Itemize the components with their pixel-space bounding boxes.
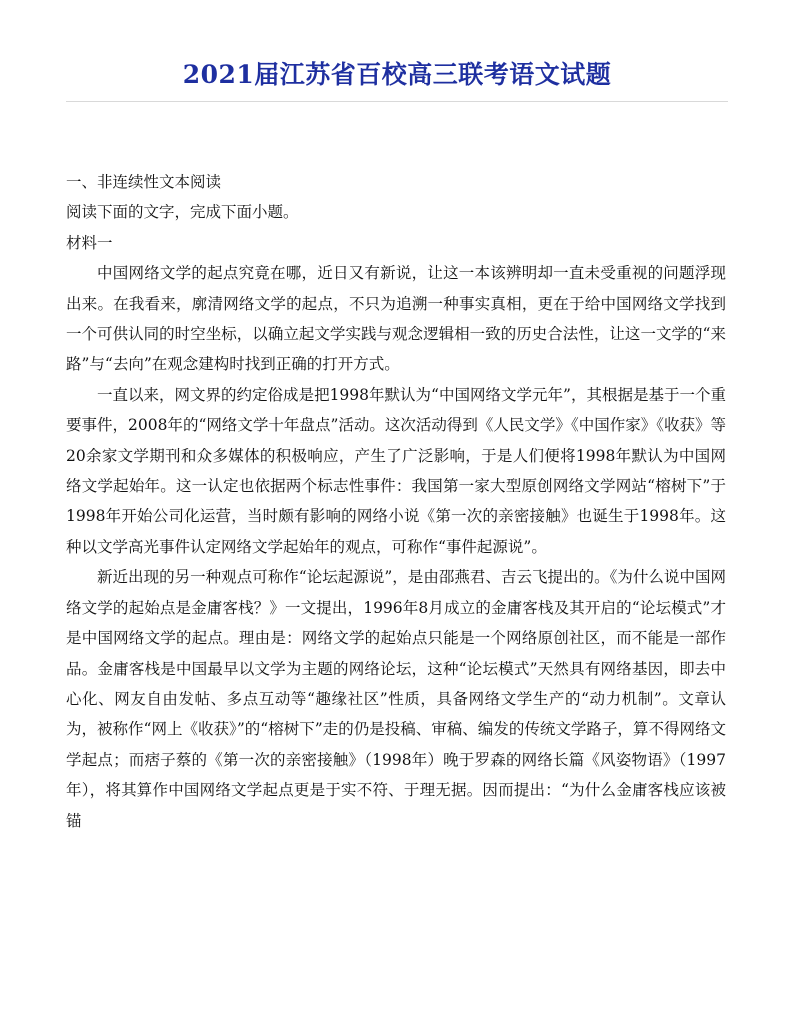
paragraph-3: 新近出现的另一种观点可称作“论坛起源说”，是由邵燕君、吉云飞提出的。《为什么说中国网络文学的起始点是金庸客栈？》一文提出，1996年8月成立的金庸客栈及其开启的“论坛模式”才是中国网络文学的起点。理由是：网络文学的起始点只能是一个网络原创社区，而不能是一部作品。金庸客栈是中国最早以文学为主题的网络论坛，这种“论坛模式”天然具有网络基因，即去中心化、网友自由发帖、多点互动等“趣缘社区”性质，具备网络文学生产的“动力机制”。文章认为，被称作“网上《收获》”的“榕树下”走的仍是投稿、审稿、编发的传统文学路子，算不得网络文学起点；而痞子蔡的《第一次的亲密接触》（1998年）晚于罗森的网络长篇《风姿物语》（1997年），将其算作中国网络文学起点更是于实不符、于理无据。因而提出：“为什么金庸客栈应该被锚	[66, 568, 726, 830]
section-heading: 一、非连续性文本阅读	[66, 173, 222, 191]
paragraph-2: 一直以来，网文界的约定俗成是把1998年默认为“中国网络文学元年”，其根据是基于一个重要事件，2008年的“网络文学十年盘点”活动。这次活动得到《人民文学》《中国作家》《收获》等20余家文学期刊和众多媒体的积极响应，产生了广泛影响，于是人们便将1998年默认为中国网络文学起始年。这一认定也依据两个标志性事件：我国第一家大型原创网络文学网站“榕树下”于1998年开始公司化运营，当时颇有影响的网络小说《第一次的亲密接触》也诞生于1998年。这种以文学高光事件认定网络文学起始年的观点，可称作“事件起源说”。	[66, 385, 726, 556]
material-label: 材料一	[66, 233, 113, 252]
paragraph-1: 中国网络文学的起点究竟在哪，近日又有新说，让这一本该辨明却一直未受重视的问题浮现出来。在我看来，廓清网络文学的起点，不只为追溯一种事实真相，更在于给中国网络文学找到一个可供认同的时空坐标，以确立起文学实践与观念逻辑相一致的历史合法性，让这一文学的“来路”与“去向”在观念建构时找到正确的打开方式。	[66, 264, 726, 374]
reading-instruction: 阅读下面的文字，完成下面小题。	[66, 203, 299, 222]
document-title: 2021届江苏省百校高三联考语文试题	[182, 60, 612, 89]
title-divider	[66, 101, 728, 102]
document-body	[66, 167, 726, 836]
